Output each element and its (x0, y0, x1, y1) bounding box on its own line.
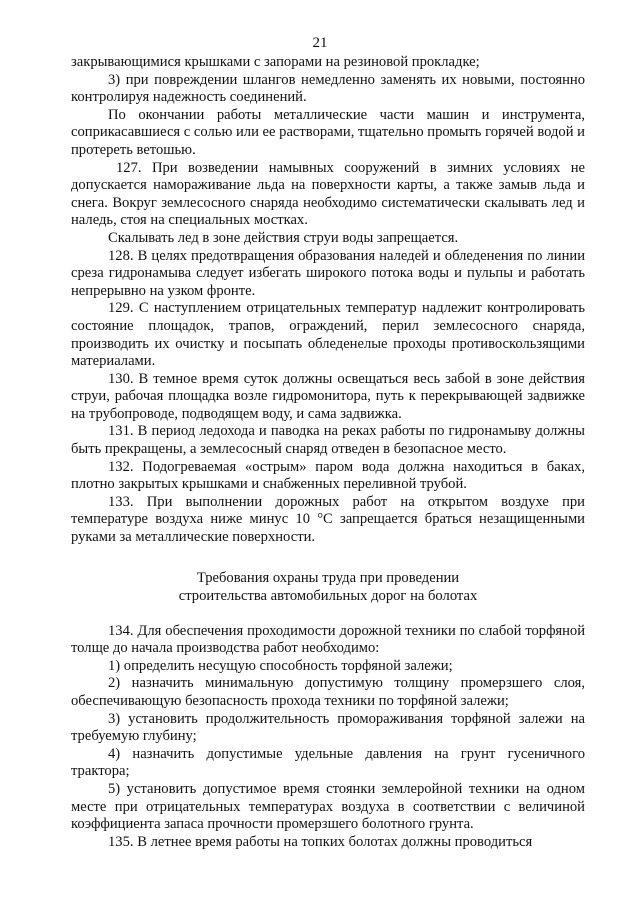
clause-130: 130. В темное время суток должны освещаться весь забой в зоне действия струи, рабочая площадка возле гидромонитора, путь к перекрывающей задвижке на трубопроводе, подводящем воду, и сама задвижка. (71, 370, 585, 422)
clause-129: 129. С наступлением отрицательных температур надлежит контролировать состояние площадок, трапов, ограждений, перил землесосного снаряда, производить их очистку и посыпать обледенелые проходы противоскользящими материалами. (71, 300, 585, 370)
list-item: 2) назначить минимальную допустимую толщину промерзшего слоя, обеспечивающую безопасность прохода техники по торфяной залежи; (71, 675, 585, 709)
clause-134: 134. Для обеспечения проходимости дорожной техники по слабой торфяной толще до начала производства работ необходимо: (71, 622, 585, 657)
clause-135: 135. В летнее время работы на топких болотах должны проводиться (108, 833, 533, 850)
clause-128: 128. В целях предотвращения образования наледей и обледенения по линии среза гидронамыва следует избегать широкого потока воды и пульпы и работать непрерывно на узком фронте. (71, 247, 585, 299)
paragraph: закрывающимися крышками с запорами на резиновой прокладке; (71, 54, 480, 70)
section-heading-line-1: Требования охраны труда при проведении (196, 569, 460, 586)
list-item: 1) определить несущую способность торфяной залежи; (108, 657, 453, 674)
clause-132: 132. Подогреваемая «острым» паром вода должна находиться в баках, плотно закрытых крышками и снабженных переливной трубой. (71, 458, 585, 493)
clause-133: 133. При выполнении дорожных работ на открытом воздухе при температуре воздуха ниже минус 10 °С запрещается браться незащищенными руками за металлические поверхности. (71, 493, 585, 546)
list-item: 3) установить продолжительность промораживания торфяной залежи на требуемую глубину; (71, 710, 585, 745)
clause-127: 127. При возведении намывных сооружений в зимних условиях не допускается намораживание льда на поверхности карты, а также замыв льда и снега. Вокруг землесосного снаряда необходимо систематически скалывать лед и наледь, стоя на специальных мостках. (71, 159, 585, 229)
list-item: 3) при повреждении шлангов немедленно заменять их новыми, постоянно контролируя надежность соединений. (71, 71, 585, 106)
clause-131: 131. В период ледохода и паводка на реках работы по гидронамыву должны быть прекращены, а землесосный снаряд отведен в безопасное место. (71, 423, 585, 458)
document-body (71, 54, 585, 851)
list-item: 4) назначить допустимые удельные давления на грунт гусеничного трактора; (71, 745, 585, 780)
paragraph: По окончании работы металлические части машин и инструмента, соприкасавшиеся с солью или ее растворами, тщательно промыть горячей водой и протереть ветошью. (71, 106, 585, 158)
section-heading-line-2: строительства автомобильных дорог на болотах (178, 587, 478, 604)
page-number: 21 (312, 35, 328, 51)
list-item: 5) установить допустимое время стоянки землеройной техники на одном месте при отрицательных температурах воздуха в соответствии с величиной коэффициента запаса прочности промерзшего болотного грунта. (71, 780, 585, 833)
paragraph: Скалывать лед в зоне действия струи воды запрещается. (108, 229, 459, 246)
section-heading (71, 569, 585, 605)
